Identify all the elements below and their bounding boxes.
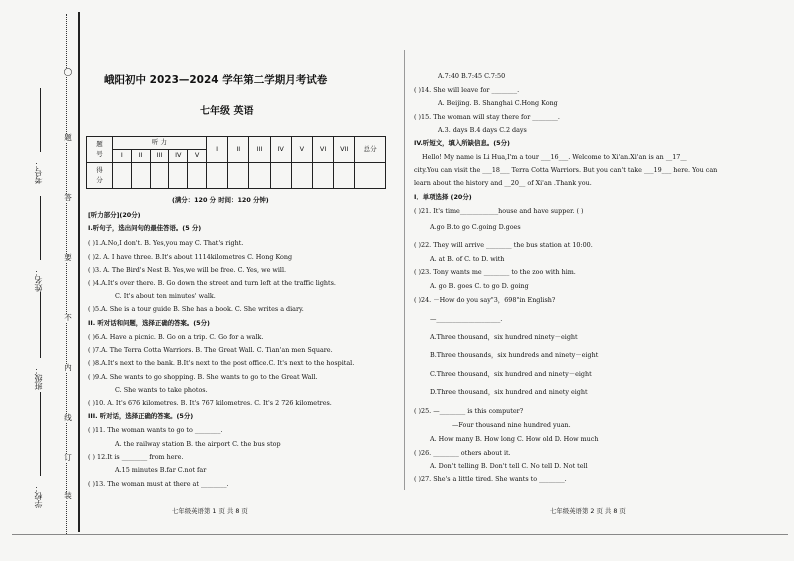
listening-part: V — [188, 150, 207, 163]
question-line: IV.听短文，填入所缺信息。(5分) — [414, 139, 510, 147]
question-line: II. 听对话和问题，选择正确的答案。(5分) — [88, 319, 210, 327]
question-line: A. at B. of C. to D. with — [430, 255, 505, 263]
part-header: IV — [270, 137, 291, 163]
question-line: ( )25. —________ is this computer? — [414, 407, 524, 415]
question-line: ( )5.A. She is a tour guide B. She has a book. C. She writes a diary. — [88, 305, 304, 313]
page-footer-left: 七年级英语第 1 页 共 8 页 — [172, 507, 248, 515]
question-line: ( )9.A. She wants to go shopping. B. She wants to go to the Great Wall. — [88, 373, 318, 381]
score-cell[interactable] — [150, 163, 169, 189]
listening-part: II — [131, 150, 150, 163]
question-line: ( )24. －How do you say"3，698"in English? — [414, 296, 556, 304]
question-line: ( )15. The woman will stay there for ________. — [414, 113, 560, 121]
question-line: A. Beijing. B. Shanghai C.Hong Kong — [438, 99, 558, 107]
question-line: ( )2. A. I have three. B.It's about 1114kilometres C. Hong Kong — [88, 253, 293, 261]
left-border — [78, 12, 80, 532]
question-line: C. She wants to take photos. — [115, 386, 208, 394]
fold-char: ◯ — [63, 67, 73, 76]
score-cell[interactable] — [228, 163, 249, 189]
binding-margin — [0, 0, 82, 561]
question-line: ( ) 12.It is ________ from here. — [88, 453, 184, 461]
name-line — [40, 196, 41, 260]
exam-number-label: 考号： — [34, 160, 43, 184]
exam-subtitle: 七年级 英语 — [200, 106, 254, 117]
question-line: A.go B.to go C.going D.goes — [430, 223, 521, 231]
question-line: learn about the history and __20__ of Xi'an .Thank you. — [414, 179, 592, 187]
question-line: Hello! My name is Li Hua,I'm a tour ___16___. Welcome to Xi'an.Xi'an is an __17__ — [422, 153, 687, 161]
school-line — [40, 392, 41, 476]
part-header: III — [249, 137, 270, 163]
question-line: [听力部分](20分) — [88, 211, 141, 219]
name-label: 姓名： — [34, 268, 43, 292]
question-line: ( )23. Tony wants me ________ to the zoo with him. — [414, 268, 576, 276]
question-line: A. How many B. How long C. How old D. How much — [430, 435, 599, 443]
score-cell[interactable] — [188, 163, 207, 189]
question-line: ( )7.A. The Terra Cotta Warriors. B. The Great Wall. C. Tian'an men Square. — [88, 346, 333, 354]
bottom-edge — [12, 534, 788, 535]
question-line: A. Don't telling B. Don't tell C. No tell D. Not tell — [430, 462, 588, 470]
question-line: D.Three thousand，six hundred and ninety eight — [430, 388, 588, 396]
question-line: —____________________. — [430, 315, 503, 323]
listening-part: IV — [169, 150, 188, 163]
question-line: A.15 minutes B.far C.not far — [115, 466, 207, 474]
score-table-header: 题 号 — [87, 137, 113, 163]
question-line: A. go B. goes C. to go D. going — [430, 282, 529, 290]
question-line: I.听句子，选出问句的最佳答语。(5 分) — [88, 224, 202, 232]
question-line: I．单项选择 (20分) — [414, 193, 472, 201]
score-cell[interactable] — [112, 163, 131, 189]
fold-char: 线 — [64, 413, 72, 422]
question-line: ( )27. She's a little tired. She wants to ________. — [414, 475, 567, 483]
score-cell[interactable] — [334, 163, 355, 189]
question-line: ( )21. It's time____________house and have supper. ( ) — [414, 207, 584, 215]
fold-char: 要 — [64, 253, 72, 262]
fold-char: 装 — [64, 491, 72, 500]
question-line: ( )22. They will arrive ________ the bus station at 10:00. — [414, 241, 593, 249]
question-line: ( )1.A.No,I don't. B. Yes,you may C. That's right. — [88, 239, 244, 247]
listening-part: I — [112, 150, 131, 163]
fold-char: 订 — [64, 453, 72, 462]
page-divider — [404, 50, 405, 490]
exam-number-line — [40, 88, 41, 152]
question-line: C. It's about ten minutes' walk. — [115, 292, 216, 300]
part-header: II — [228, 137, 249, 163]
score-cell[interactable] — [355, 163, 386, 189]
page-footer-right: 七年级英语第 2 页 共 8 页 — [550, 507, 626, 515]
part-header: VI — [312, 137, 333, 163]
question-line: C.Three thousand，six hundred and ninety－eight — [430, 370, 592, 378]
question-line: ( )13. The woman must at there at ________. — [88, 480, 229, 488]
question-line: ( )14. She will leave for ________. — [414, 86, 520, 94]
part-header: V — [291, 137, 312, 163]
class-label: 班级： — [34, 366, 43, 390]
part-header: I — [207, 137, 228, 163]
question-line: ( )6.A. Have a picnic. B. Go on a trip. C. Go for a walk. — [88, 333, 264, 341]
question-line: ( )10. A. It's 676 kilometres. B. It's 767 kilometres. C. It's 2 726 kilometres. — [88, 399, 332, 407]
question-line: ( )4.A.It's over there. B. Go down the street and turn left at the traffic lights. — [88, 279, 336, 287]
score-info: (满分：120 分 时间：120 分钟) — [172, 196, 269, 204]
exam-title: 峨阳初中 2023—2024 学年第二学期月考试卷 — [104, 74, 328, 86]
question-line: A.7:40 B.7:45 C.7:50 — [438, 72, 506, 80]
question-line: A.Three thousand，six hundred ninety－eight — [430, 333, 578, 341]
score-cell[interactable] — [207, 163, 228, 189]
score-cell[interactable] — [249, 163, 270, 189]
question-line: A.3. days B.4 days C.2 days — [438, 126, 527, 134]
score-cell[interactable] — [312, 163, 333, 189]
school-label: 学校： — [34, 484, 43, 508]
question-line: ( )26. ________ others about it. — [414, 449, 511, 457]
question-line: ( )11. The woman wants to go to ________. — [88, 426, 223, 434]
total-header: 总分 — [355, 137, 386, 163]
question-line: A. the railway station B. the airport C. the bus stop — [115, 440, 281, 448]
score-table — [86, 136, 386, 189]
listening-part: III — [150, 150, 169, 163]
question-line: ( )8.A.It's next to the bank. B.It's next to the post office.C. It's next to the hospital. — [88, 359, 355, 367]
listening-header: 听 力 — [112, 137, 206, 150]
fold-char: 题 — [64, 133, 72, 142]
class-line — [40, 292, 41, 358]
part-header: VII — [334, 137, 355, 163]
score-cell[interactable] — [270, 163, 291, 189]
question-line: B.Three thousands，six hundreds and ninety－eight — [430, 351, 599, 359]
question-line: ( )3. A. The Bird's Nest B. Yes,we will be free. C. Yes, we will. — [88, 266, 287, 274]
score-cell[interactable] — [169, 163, 188, 189]
fold-instruction — [62, 14, 74, 534]
question-line: III. 听对话，选择正确的答案。(5分) — [88, 412, 194, 420]
fold-char: 不 — [64, 313, 72, 322]
question-line: —Four thousand nine hundred yuan. — [452, 421, 571, 429]
score-cell[interactable] — [291, 163, 312, 189]
fold-char: 内 — [64, 363, 72, 372]
score-cell[interactable] — [131, 163, 150, 189]
fold-char: 答 — [64, 193, 72, 202]
score-row-label: 得 分 — [87, 163, 113, 189]
question-line: city.You can visit the ___18___ Terra Cotta Warriors. But you can't take ___19___ here. You can — [414, 166, 718, 174]
